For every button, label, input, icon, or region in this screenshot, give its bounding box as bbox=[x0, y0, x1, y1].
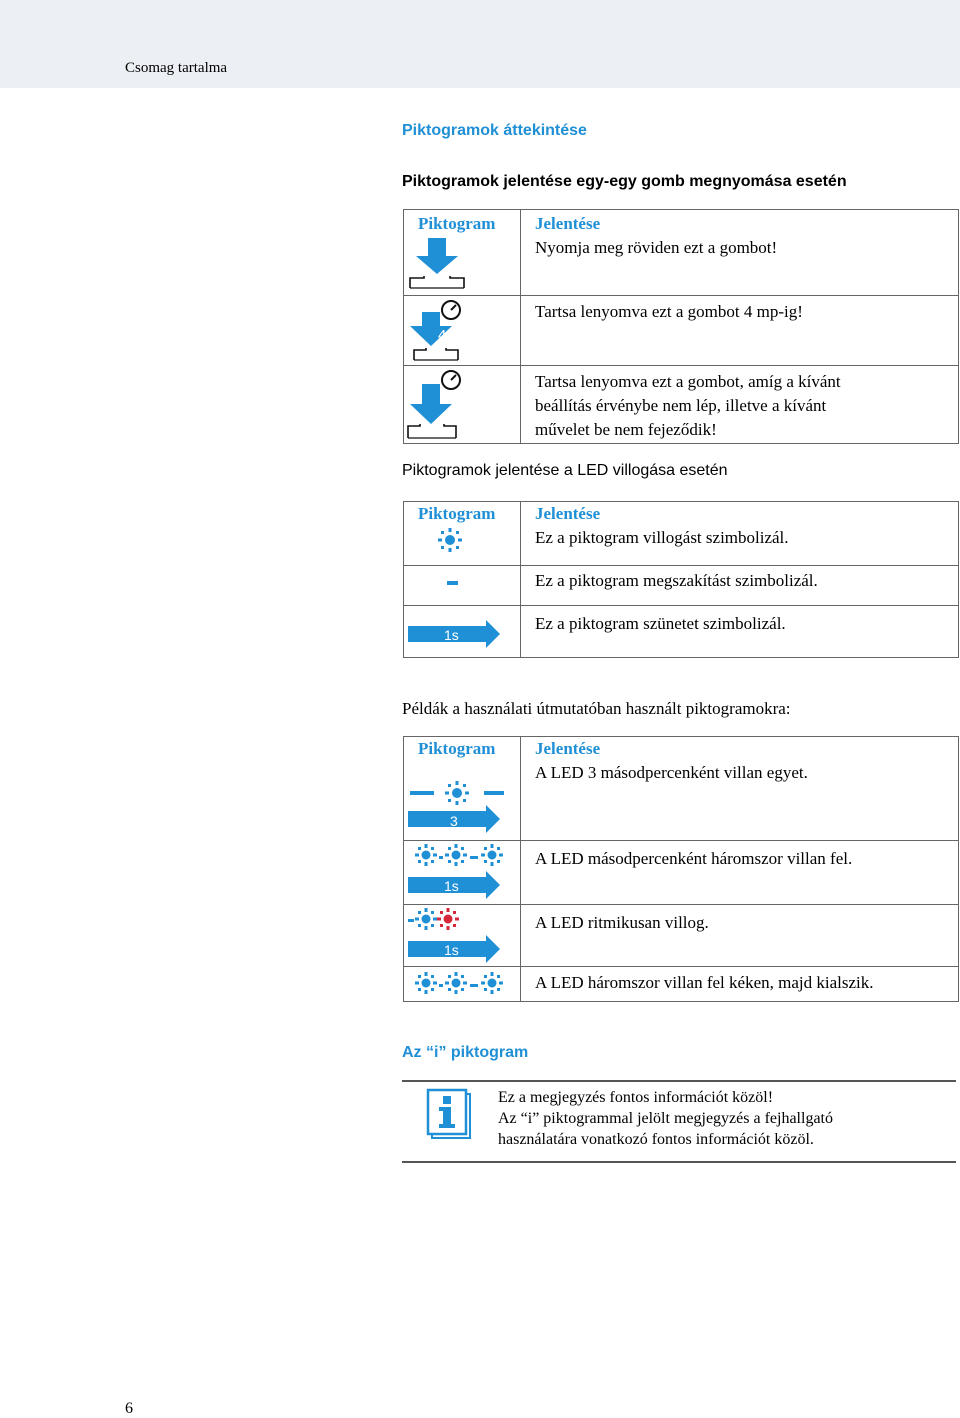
info-line: Ez a megjegyzés fontos információt közöl! bbox=[498, 1089, 774, 1106]
meaning-cell bbox=[521, 502, 959, 566]
pictogram-cell bbox=[404, 841, 521, 905]
press-button-icon bbox=[404, 236, 520, 294]
meaning-cell bbox=[521, 210, 959, 296]
note-bottom-rule bbox=[402, 1161, 956, 1163]
meaning-text: Nyomja meg röviden ezt a gombot! bbox=[535, 238, 778, 257]
pictogram-cell bbox=[404, 502, 521, 566]
meaning-text: beállítás érvénybe nem lép, illetve a kívánt bbox=[535, 396, 827, 415]
pictogram-cell bbox=[404, 737, 521, 841]
arrow-label: 1s bbox=[444, 627, 459, 643]
running-header: Csomag tartalma bbox=[125, 60, 228, 76]
page-number: 6 bbox=[125, 1400, 133, 1417]
section-title-info: Az “i” piktogram bbox=[402, 1044, 529, 1061]
meaning-cell bbox=[521, 841, 959, 905]
subtitle-examples: Példák a használati útmutatóban használt piktogramokra: bbox=[402, 699, 791, 718]
led-pictogram-table bbox=[403, 501, 959, 658]
press-hold-until-icon bbox=[404, 366, 520, 442]
meaning-cell bbox=[521, 905, 959, 967]
press-hold-4s-icon bbox=[404, 296, 520, 364]
subtitle-led-flashing: Piktogramok jelentése a LED villogása esetén bbox=[402, 462, 728, 479]
led-flash-icon bbox=[404, 526, 520, 558]
pause-arrow-icon bbox=[404, 606, 520, 656]
meaning-cell bbox=[521, 606, 959, 658]
subtitle-button-press: Piktogramok jelentése egy-egy gomb megnyomása esetén bbox=[402, 173, 847, 190]
meaning-cell bbox=[521, 737, 959, 841]
pictogram-cell bbox=[404, 210, 521, 296]
meaning-text: Ez a piktogram megszakítást szimbolizál. bbox=[535, 571, 818, 590]
info-line: Az “i” piktogrammal jelölt megjegyzés a fejhallgató bbox=[498, 1110, 833, 1127]
meaning-text: művelet be nem fejeződik! bbox=[535, 420, 717, 439]
interruption-icon bbox=[404, 566, 520, 604]
pictogram-cell bbox=[404, 566, 521, 606]
info-note bbox=[498, 1087, 833, 1150]
pictogram-cell bbox=[404, 905, 521, 967]
column-header-pictogram: Piktogram bbox=[418, 504, 496, 523]
button-pictogram-table bbox=[403, 209, 959, 444]
info-icon bbox=[424, 1088, 474, 1144]
meaning-cell bbox=[521, 366, 959, 444]
example-pictogram-table bbox=[403, 736, 959, 1002]
led-three-flashes-icon bbox=[404, 841, 520, 903]
meaning-text: Ez a piktogram villogást szimbolizál. bbox=[535, 528, 789, 547]
led-once-every-3s-icon bbox=[404, 761, 520, 837]
meaning-text: A LED másodpercenként háromszor villan fel. bbox=[535, 849, 853, 868]
led-three-blue-off-icon bbox=[404, 967, 520, 1000]
pictogram-cell bbox=[404, 606, 521, 658]
arrow-label: 1s bbox=[444, 878, 459, 894]
hold-duration-label: 4s bbox=[438, 327, 454, 344]
pictogram-cell bbox=[404, 296, 521, 366]
arrow-label: 3 bbox=[450, 813, 458, 829]
column-header-pictogram: Piktogram bbox=[418, 739, 496, 758]
pictogram-cell bbox=[404, 967, 521, 1002]
meaning-cell bbox=[521, 566, 959, 606]
note-top-rule bbox=[402, 1080, 956, 1082]
meaning-text: Ez a piktogram szünetet szimbolizál. bbox=[535, 614, 786, 633]
meaning-text: Tartsa lenyomva ezt a gombot 4 mp-ig! bbox=[535, 302, 803, 321]
meaning-cell bbox=[521, 296, 959, 366]
pictogram-cell bbox=[404, 366, 521, 444]
meaning-text: Tartsa lenyomva ezt a gombot, amíg a kívánt bbox=[535, 372, 841, 391]
info-line: használatára vonatkozó fontos információt közöl. bbox=[498, 1131, 814, 1148]
column-header-meaning: Jelentése bbox=[535, 739, 601, 758]
column-header-meaning: Jelentése bbox=[535, 504, 601, 523]
column-header-meaning: Jelentése bbox=[535, 214, 601, 233]
section-title-overview: Piktogramok áttekintése bbox=[402, 122, 587, 139]
meaning-text: A LED 3 másodpercenként villan egyet. bbox=[535, 763, 808, 782]
meaning-text: A LED háromszor villan fel kéken, majd kialszik. bbox=[535, 973, 874, 992]
led-rhythmic-icon bbox=[404, 905, 520, 965]
column-header-pictogram: Piktogram bbox=[418, 214, 496, 233]
arrow-label: 1s bbox=[444, 942, 459, 958]
meaning-cell bbox=[521, 967, 959, 1002]
meaning-text: A LED ritmikusan villog. bbox=[535, 913, 709, 932]
